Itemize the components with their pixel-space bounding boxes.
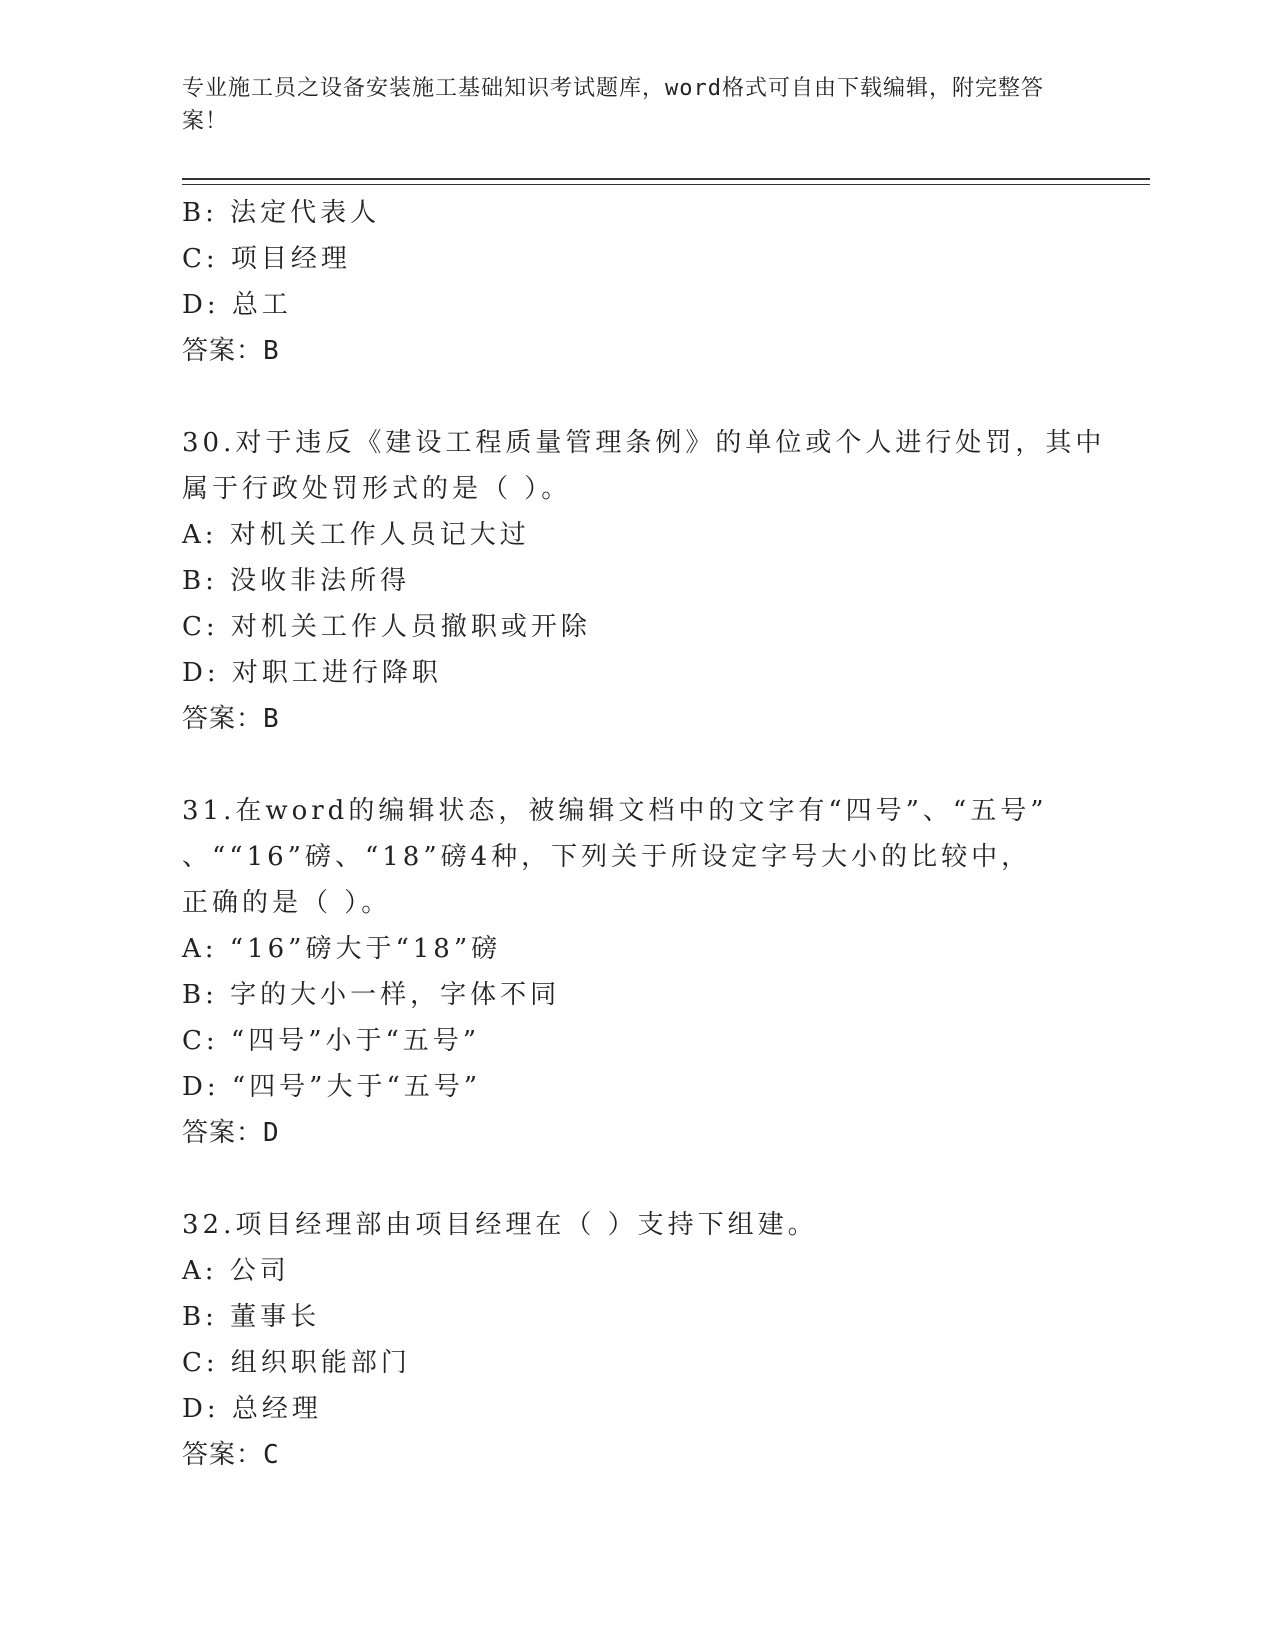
option-c: C: 组织职能部门	[182, 1348, 411, 1378]
question-31	[182, 788, 1082, 1156]
option-c: C: 对机关工作人员撤职或开除	[182, 612, 591, 642]
question-30	[182, 420, 1106, 742]
option-b: B: 法定代表人	[182, 198, 381, 228]
header-divider-thin	[182, 184, 1150, 185]
answer-line: 答案：B	[182, 704, 280, 734]
question-stem: 31.在word的编辑状态，被编辑文档中的文字有“四号”、“五号”	[182, 796, 1048, 826]
question-stem: 32.项目经理部由项目经理在（ ）支持下组建。	[182, 1210, 818, 1240]
option-a: A: 对机关工作人员记大过	[182, 520, 530, 550]
answer-line: 答案：B	[182, 336, 280, 366]
question-list	[182, 190, 1106, 1478]
question-stem: 属于行政处罚形式的是（ ）。	[182, 474, 572, 504]
header-divider	[182, 178, 1150, 180]
option-d: D: “四号”大于“五号”	[182, 1072, 482, 1102]
option-b: B: 董事长	[182, 1302, 321, 1332]
spacer	[182, 742, 1082, 788]
question-32	[182, 1202, 1082, 1478]
option-b: B: 字的大小一样，字体不同	[182, 980, 561, 1010]
answer-line: 答案：D	[182, 1118, 280, 1148]
question-stem: 正确的是（ ）。	[182, 888, 392, 918]
option-c: C: 项目经理	[182, 244, 351, 274]
answer-line: 答案：C	[182, 1440, 280, 1470]
option-b: B: 没收非法所得	[182, 566, 411, 596]
question-stem: 30.对于违反《建设工程质量管理条例》的单位或个人进行处罚，其中	[182, 428, 1106, 458]
option-a: A: 公司	[182, 1256, 290, 1286]
spacer	[182, 374, 1082, 420]
document-header: 专业施工员之设备安装施工基础知识考试题库，word格式可自由下载编辑，附完整答案！	[182, 76, 1044, 134]
option-d: D: 总经理	[182, 1394, 322, 1424]
option-a: A: “16”磅大于“18”磅	[182, 934, 502, 964]
option-d: D: 对职工进行降职	[182, 658, 442, 688]
question-stem: 、““16”磅、“18”磅4种，下列关于所设定字号大小的比较中，	[182, 842, 1032, 872]
option-c: C: “四号”小于“五号”	[182, 1026, 481, 1056]
spacer	[182, 1156, 1082, 1202]
option-d: D: 总工	[182, 290, 292, 320]
question-29	[182, 190, 1082, 374]
